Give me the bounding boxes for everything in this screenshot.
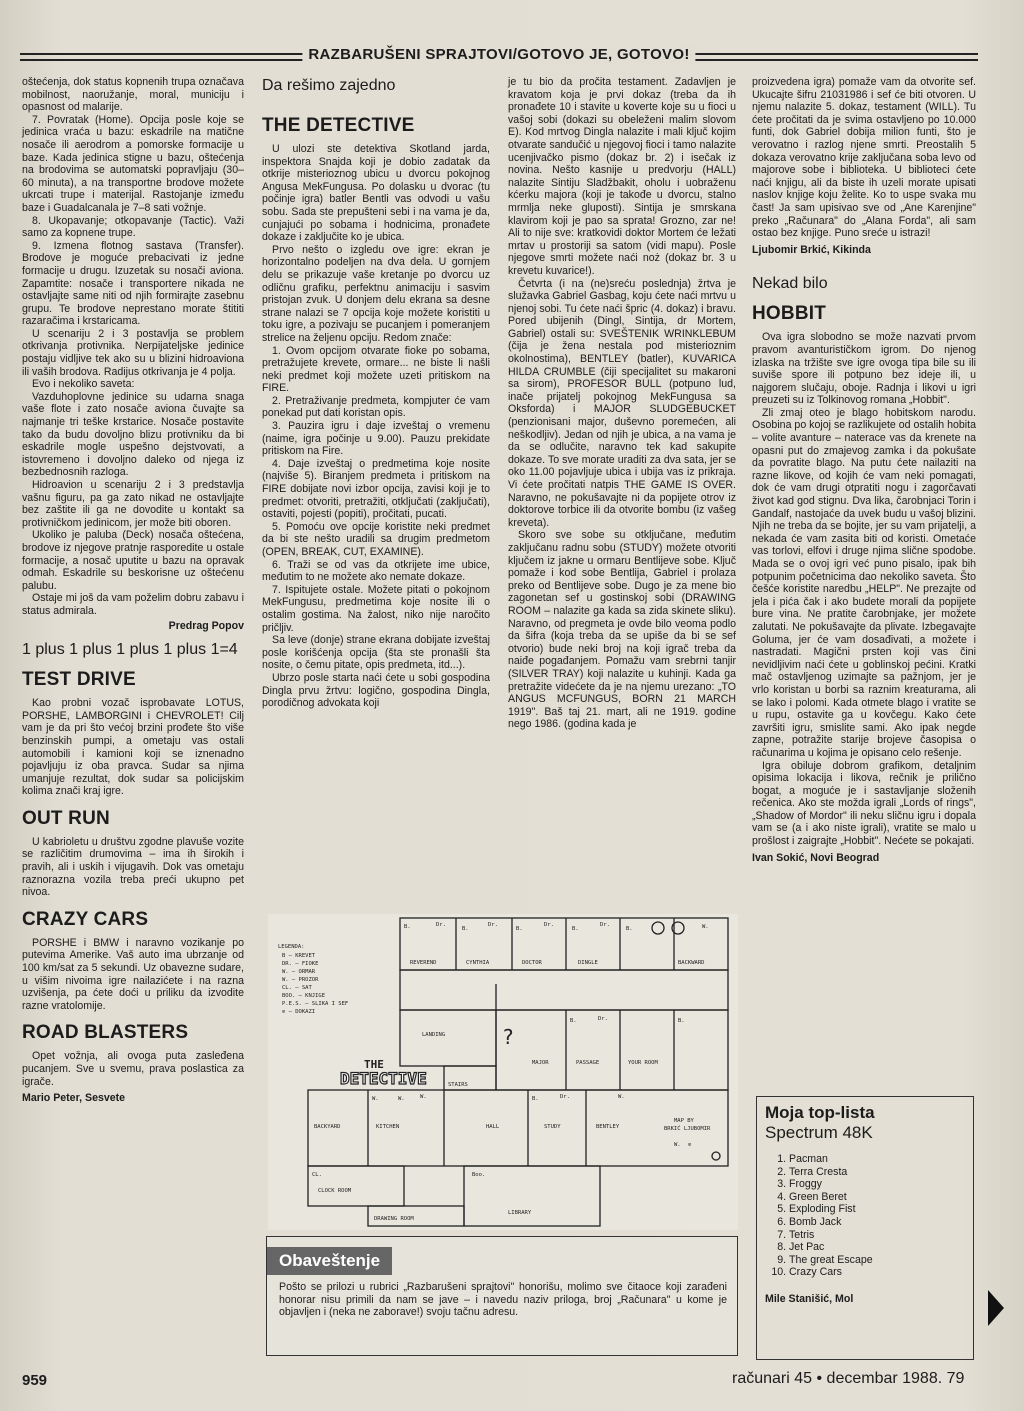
- top-list-subtitle: Spectrum 48K: [765, 1123, 873, 1142]
- paragraph: 7. Povratak (Home). Opcija posle koje se jedinica vraća u bazu: eskadrile na matične nosače ili aerodrom a pomorske formacije u baze. Kada jedinica stigne u bazu, oštećenja na brodovima se automatski popravljaju (30–60 minuta), a na transportne brodove možete ukrcati trupe i materijal. Rastojanje između baze i Guadalcanala je 7–8 sati vožnje.: [22, 113, 244, 214]
- paragraph: Vazduhoplovne jedinice su udarna snaga vaše flote i zato nosače aviona čuvajte sa najmanje tri teške krstarice. Nosače postavite tako da budu dovoljno blizu protivniku da bi eskadrile mogle uspešno dejstvovati, a istovremeno i dovoljno daleko od njega iz bezbednosnih razloga.: [22, 390, 244, 479]
- list-item: 9. The great Escape: [789, 1254, 973, 1267]
- map-legend-item: B – KREVET: [282, 953, 316, 959]
- map-room-label: HALL: [486, 1124, 500, 1130]
- map-mark: B.: [626, 926, 633, 932]
- map-clock-room: [308, 1166, 404, 1206]
- detective-map: [268, 914, 738, 1230]
- author-signature: Mario Peter, Sesvete: [22, 1092, 126, 1105]
- paragraph: Opet vožnja, ali ovoga puta zasleđena pucanjem. Sve u svemu, prava poslastica za igrače.: [22, 1050, 244, 1088]
- paragraph: U scenariju 2 i 3 postavlja se problem otkrivanja protivnika. Nerpijateljske jedinice postaju vidljive tek ako su u blizini hidroaviona ili vaših brodova. Radijus otkrivanja je 4 polja.: [22, 327, 244, 378]
- article-heading: 1 plus 1 plus 1 plus 1 plus 1=4: [22, 641, 238, 659]
- map-mark: W.: [702, 924, 709, 930]
- map-room-label: DRAWING ROOM: [374, 1216, 414, 1222]
- map-room-label: MAJOR: [532, 1060, 549, 1066]
- evidence-mark-icon: [652, 922, 664, 934]
- paragraph: Ova igra slobodno se može nazvati prvom pravom avanturističkom igrom. Do njenog izlaska na tržište sve igre ovoga tipa bile su ili suviše spore ili potpuno bez ideje ili, u najgorem slučaju, oboje. Radnja i likovi u igri preuzeti su iz Tolkinovog romana „Hobbit".: [752, 331, 976, 407]
- article-title-road-blasters: ROAD BLASTERS: [22, 1022, 189, 1044]
- notice-text: Pošto se prilozi u rubrici „Razbarušeni sprajtovi" honorišu, molimo sve čitaoce koji zarađeni honorar nisu primili da nam se jave – i navedu naziv priloga, broj „Računara" u kome je objavljen i (neka ne zaborave!) svoju tačnu adresu.: [279, 1281, 727, 1319]
- map-landing-room: [400, 1010, 496, 1066]
- paragraph: Skoro sve sobe su otključane, međutim zaključanu radnu sobu (STUDY) možete otvoriti ključem iz jakne u ormaru Bentlijeve sobe. Ključ pomaže i kod sobe Bentlija, Gabriel i prolaza preko od Bentlijeve sobe. Dugo je za mene bio zagonetan sef u gostinskoj sobi (DRAWING ROOM – nalazite ga kada sa zida skinete sliku). Naravno, od pregmeta je ovde bilo veoma podlo da šifra (koja treba da se upiše da bi se sef otvorio) bude neki broj na koji igrač treba da naiđe pogađanjem. Pomažu vam srebrni tanjir (SILVER TRAY) koji nalazite u kuhinji. Kada ga pretražite videćete da je na njemu urezano: „TO ANGUS MCFUNGUS, BORN 21 MARCH 1919". Baš taj 21. mart, ali ne 1919. godine nego 1986. (godina kada je: [508, 529, 736, 731]
- paragraph: Sa leve (donje) strane ekrana dobijate izveštaj posle korišćenja opcija (šta ste pronašli šta nosite, o čemu pitate, opis predmeta, itd...).: [262, 634, 490, 672]
- notice-box: [266, 1236, 738, 1356]
- author-signature: Predrag Popov: [168, 619, 244, 632]
- paragraph: 7. Ispitujete ostale. Možete pitati o pokojnom MekFungusu, predmetima koje nosite ili o ostalim gostima. Na žalost, niko nije naročito pričljiv.: [262, 583, 490, 634]
- article-kicker: Nekad bilo: [752, 275, 828, 293]
- map-mark: B.: [678, 1018, 685, 1024]
- list-item: 7. Tetris: [789, 1229, 973, 1242]
- map-room-label: BACKYARD: [314, 1124, 341, 1130]
- list-item: 5. Exploding Fist: [789, 1203, 973, 1216]
- map-room-label: LIBRARY: [508, 1210, 532, 1216]
- article-title-crazy-cars: CRAZY CARS: [22, 908, 149, 930]
- evidence-mark-icon: [712, 1152, 720, 1160]
- map-legend-item: P.E.S. – SLIKA I SEF: [282, 1001, 349, 1007]
- paragraph: Ostaje mi još da vam poželim dobru zabavu i status admirala.: [22, 592, 244, 617]
- map-mark: B.: [516, 926, 523, 932]
- paragraph: 3. Pauzira igru i daje izveštaj o vremenu (naime, igra počinje u 9.00). Pauzu prekidate pritiskom na Fire.: [262, 420, 490, 458]
- map-mark: Dr.: [600, 922, 610, 928]
- map-room-label: LANDING: [422, 1032, 446, 1038]
- map-question-mark: ?: [502, 1025, 515, 1049]
- map-legend-item: W. – PROZOR: [282, 977, 319, 983]
- map-legend-item: W. – ORMAR: [282, 969, 316, 975]
- map-stairs-label: STAIRS: [448, 1082, 468, 1088]
- map-mark: W.: [372, 1096, 379, 1102]
- map-mark: CL.: [312, 1172, 322, 1178]
- list-item: 6. Bomb Jack: [789, 1216, 973, 1229]
- map-mark: Dr.: [436, 922, 446, 928]
- page-footer: računari 45 • decembar 1988. 79: [732, 1370, 965, 1387]
- paragraph: 2. Pretraživanje predmeta, kompjuter će vam ponekad put dati koristan opis.: [262, 394, 490, 420]
- map-legend-item: DR. – FIOKE: [282, 961, 319, 967]
- section-header: [20, 44, 978, 66]
- list-item: 2. Terra Cresta: [789, 1166, 973, 1179]
- map-room-label: CYNTHIA: [466, 960, 490, 966]
- map-author-label: MAP BY: [674, 1118, 694, 1124]
- map-legend-item: ⊘ – DOKAZI: [282, 1009, 316, 1015]
- map-logo-small: THE: [364, 1058, 384, 1071]
- paragraph: 8. Ukopavanje; otkopavanje (Tactic). Važi samo za kopnene trupe.: [22, 214, 244, 240]
- top-list-box: [756, 1096, 974, 1360]
- paragraph: Prvo nešto o izgledu ove igre: ekran je horizontalno podeljen na dva dela. U gornjem delu se prikazuje vaše kretanje po dvorcu uz odličnu grafiku, perfektnu animaciju i sasvim pristojan zvuk. U donjem delu ekrana sa desne strane nalazi se 7 opcija koje možete koristiti u toku igre, a pozivaju se pucanjem i pomeranjem strelice na željenu opciju. Redom znače:: [262, 243, 490, 344]
- page-number-left: 959: [22, 1372, 48, 1389]
- map-legend-item: CL. – SAT: [282, 985, 312, 991]
- map-mark: Dr.: [488, 922, 498, 928]
- map-mark: Dr.: [544, 922, 554, 928]
- article-title-hobbit: HOBBIT: [752, 303, 827, 325]
- map-middle-block: [496, 1010, 728, 1090]
- paragraph: Kao probni vozač isprobavate LOTUS, PORSHE, LAMBORGINI i CHEVROLET! Cilj vam je da pri što većoj brzini prođete što više benzinskih pumpi, a ometaju vas ostali automobili i kamioni koji se iznenadno pojavljuju iz oba pravca. Sudar sa njima umanjuje rezultat, dok sudar sa policijskim kolima znači kraj igre.: [22, 697, 244, 798]
- author-signature: Mile Stanišić, Mol: [765, 1292, 854, 1305]
- map-mark: Boo.: [472, 1172, 486, 1178]
- list-item: 8. Jet Pac: [789, 1241, 973, 1254]
- column-3: [508, 76, 736, 731]
- map-author-name: BRKIĆ LJUBOMIR: [664, 1126, 711, 1132]
- map-logo: DETECTIVE: [340, 1069, 427, 1088]
- paragraph: Igra obiluje dobrom grafikom, detaljnim opisima lokacija i likova, rečnik je prilično bogat, a moguće je i sastavljanje složenih rečenica. Ako ste možda igrali „Lords of rings", „Shadow of Mordor" ili neku sličnu igru i dopala vam se (a i ako niste igrali), vratite se malo u prošlost i zaigrajte „Hobbit". Nećete se pokajati.: [752, 759, 976, 848]
- map-mark: B.: [532, 1096, 539, 1102]
- paragraph: 6. Traži se od vas da otkrijete ime ubice, međutim to ne možete ako nemate dokaze.: [262, 558, 490, 584]
- map-mark: ⊘: [688, 1142, 692, 1148]
- column-2: [262, 76, 490, 710]
- author-signature: Ljubomir Brkić, Kikinda: [752, 243, 871, 256]
- paragraph: Ukoliko je paluba (Deck) nosača oštećena, brodove iz njegove pratnje rasporedite u ostale formacije, a nosač uputite u bazu na opravak odmah. Eskadrile su beskorisne uz oštećenu palubu.: [22, 529, 244, 592]
- paragraph: Četvrta (i na (ne)sreću poslednja) žrtva je služavka Gabriel Gasbag, koju ćete naći mrtvu u njenoj sobi. Tu ćete naći špric (4. dokaz) i bravu. Pored ubijenih (Dingl, Sintija, dr Mortem, Gabriel) ostali su: SVEŠTENIK WRINKLEBUM (čija je žena nestala pod misterioznim okolnostima), BENTLEY (batler), KUVARICA HILDA CRUMBLE (čiji specijalitet su makaroni sa sirom), PROFESOR BULL (potpuno lud, inače prijatelj pokojnog MekFungusa sa Oksforda) i MAJOR SLUDGEBUCKET (penzionisani major, duševno poremećen, ali neškodljiv). Jedan od njih je ubica, a na vama je da se odlučite, naravno tek kad sakupite dokaze. To sve morate uraditi za dva sata, jer se oko 11.00 pojavljuje ubica i ubija vas iz prikraja. Vi ćete pročitati natpis THE GAME IS OVER. Naravno, ne pokušavajte ni da popijete otrov iz doktorove torbice ili da otvorite bombu (iz vašeg kreveta).: [508, 277, 736, 529]
- map-room-label: REVEREND: [410, 960, 437, 966]
- article-title-detective: THE DETECTIVE: [262, 115, 415, 136]
- article-kicker: Da rešimo zajedno: [262, 77, 396, 94]
- paragraph: Ubrzo posle starta naći ćete u sobi gospodina Dingla prvu žrtvu: logično, gospodina Dingla, porodičnog advokata koji: [262, 671, 490, 710]
- map-legend-item: BOO. – KNJIGE: [282, 993, 326, 999]
- article-title-out-run: OUT RUN: [22, 807, 110, 829]
- map-mark: B.: [462, 926, 469, 932]
- paragraph: U ulozi ste detektiva Skotland jarda, inspektora Snajda koji je dobio zadatak da otkrije misterioznog ubicu u dvorcu pokojnog Angusa MekFungusa. Po dolasku u dvorac (tu počinje igra) batler Bentli vas odvodi u vašu sobu. Sada ste prepušteni sebi i na vama je da, cunjajući po sobama i hodnicima, pronađete dokaze i zaključite ko je ubica.: [262, 143, 490, 244]
- map-room-label: STUDY: [544, 1124, 561, 1130]
- section-title: RAZBARUŠENI SPRAJTOVI/GOTOVO JE, GOTOVO!: [302, 44, 695, 66]
- map-mark: B.: [572, 926, 579, 932]
- map-mark: Dr.: [598, 1016, 608, 1022]
- list-item: 3. Froggy: [789, 1178, 973, 1191]
- map-room-label: DINGLE: [578, 960, 598, 966]
- paragraph: je tu bio da pročita testament. Zadavljen je kravatom koja je prvi dokaz (treba da ih pronađete 10 i stavite u koverte koje su u fioci u vašoj sobi (dokazi su obeleženi malim slovom E). Kod mrtvog Dingla nalazite i mali ključ kojim otvarate sandučić u njegovoj fioci i tamo nalazite ucenjivačko pismo (dokaz br. 2) i isečak iz novina. Nešto kasnije u predvorju (HALL) nalazite Sintiju Sladžbakit, oholu i uobraženu kćerku majora (koji je takođe u dvorcu, stalno mrmlja neke gluposti). Sintija je smrskana klavirom koji je pao sa sprata! Grozno, zar ne! Ali to nije sve: kratkovidi doktor Mortem će ležati mrtav u prostoriji sa satom (vidi mapu). Posle njegove smrti možete naći noż (dokaz br. 3 u krevetu kuvarice!).: [508, 76, 736, 277]
- map-corridor: [400, 970, 728, 1010]
- paragraph: proizvedena igra) pomaže vam da otvorite sef. Ukucajte šifru 21031986 i sef će biti otvoren. U njemu nalazite 5. dokaz, testament (WILL). Tu ćete pročitati da je svima ostavljeno po 10.000 funti, dok Gabriel dobija milion funti, što je verovatno i razlog njene smrti. Preostalih 5 dokaza verovatno krije zaključana soba levo od majorove sobe i biblioteka. U biblioteci ćete naći knjigu, ali da biste ih uzeli morate upisati naslov knjige koju želite. Ko to uspe svaka mu čast! Ja sam upisivao sve od „Ane Karenjine" preko „Računara" do „Alana Forda", ali sam ostao bez knjige. Puno sreće u istrazi!: [752, 76, 976, 240]
- column-1: [22, 76, 244, 1111]
- map-mark: W.: [674, 1142, 681, 1148]
- paragraph: Zli zmaj oteo je blago hobitskom narodu. Osobina po kojoj se razlikujete od ostalih hobita – volite avanture – naterace vas da krenete na opasni put do zmajevog zamka i da pokušate da povratite blago. Na putu ćete nailaziti na razne likove, od kojih će vam neki pomagati, dok će vam drugi otpratiti nogu i zagorčavati život kad god stignu. Dva lika, čarobnjaci Torin i Gandalf, nastojaće da uvek budu u vašoj blizini. Njih ne treba da se bojite, jer su vam prijatelji, a nekada će vam zasita biti od koristi. Ometaće vas torlovi, elfovi i druge njima slične spodobe. Mada se o ovoj igri već puno pisalo, ipak bih potpunim početnicima dao nekoliko saveta. Što češće koristite naredbu „HELP". Ne prezajte od jela i pića čak i ako budete morali da popijete bure vina. Ne pratite čarobnjake, jer možete zalutati. Ne pokušavajte da plivate. Izbegavajte Goluma, jer će vam dosađivati, a možete i nastradati. Magični prsten koji vas čini nevidljivim naći ćete u goblinskoj pećini. Kratki mač ostavljenog uzimajte sa pažnjom, jer je vrlo koristan u borbi sa raznim kreaturama, ali se lako i polomi. Kada otmete blago i vratite se u rupu, ostavite ga u kovčegu. Kako ćete završiti igru, smislite sami. Ako ipak negde zapne, potražite starije brojeve časopisa o računarima u kojima je opisano celo rešenje.: [752, 406, 976, 759]
- map-room-label: CLOCK ROOM: [318, 1188, 352, 1194]
- map-mark: W.: [420, 1094, 427, 1100]
- paragraph: PORSHE i BMW i naravno vozikanje po putevima Amerike. Vaš auto ima ubrzanje od 100 km/sat za 5 sekundi. Uz obavezne sudare, u višim nivoima igre nailazićete i na razna uzvišenja, pa ćete doći u priliku da izvodite razne vratolomije.: [22, 936, 244, 1012]
- top-list: [757, 1153, 973, 1279]
- map-mark: W.: [618, 1094, 625, 1100]
- paragraph: 1. Ovom opcijom otvarate fioke po sobama, pretražujete krevete, ormare... ne biste li našli neki predmet koji možete uzeti pritiskom na FIRE.: [262, 344, 490, 395]
- paragraph: 9. Izmena flotnog sastava (Transfer). Brodove je moguće prebacivati iz jedne formacije u drugu. Izuzetak su nosači aviona. Zapamtite: nosače i transportere nikada ne ostavljajte same niti od njih formirajte zasebnu grupu. Te brodove neprestano morate štititi razaračima i krstaricama.: [22, 239, 244, 328]
- map-drawing: [268, 914, 738, 1230]
- next-page-arrow-icon: [988, 1290, 1004, 1326]
- map-mark: B.: [570, 1018, 577, 1024]
- column-4: [752, 76, 976, 870]
- paragraph: 5. Pomoću ove opcije koristite neki predmet da bi ste nešto uradili sa drugim predmetom (OPEN, BREAK, CUT, EXAMINE).: [262, 520, 490, 558]
- paragraph: oštećenja, dok status kopnenih trupa označava mobilnost, naoružanje, moral, municiju i opasnost od malarije.: [22, 76, 244, 114]
- map-mark: B.: [404, 924, 411, 930]
- author-signature: Ivan Sokić, Novi Beograd: [752, 851, 880, 864]
- paragraph: Hidroavion u scenariju 2 i 3 predstavlja vašnu figuru, pa ga zato nikad ne ostavljajte bez zaštite ili ga ne dovodite u kontakt sa protivničkom jedinicom, jer može biti oboren.: [22, 479, 244, 529]
- paragraph: Evo i nekoliko saveta:: [32, 378, 135, 391]
- map-mark: Dr.: [560, 1094, 570, 1100]
- paragraph: 4. Daje izveštaj o predmetima koje nosite (najviše 5). Biranjem predmeta i pritiskom na FIRE dobijate novi izbor opcija, zavisi koji je to predmet: otvoriti, pretražiti, otključati (zaključati), ostaviti, pojesti (popiti), pročitati, pucati.: [262, 457, 490, 521]
- notice-title: Obaveštenje: [267, 1247, 392, 1275]
- map-room-label: BENTLEY: [596, 1124, 620, 1130]
- map-room-label: KITCHEN: [376, 1124, 400, 1130]
- map-room-label: PASSAGE: [576, 1060, 600, 1066]
- map-room-label: BACKWARD: [678, 960, 705, 966]
- paragraph: U kabrioletu u društvu zgodne plavuše vozite se različitim drumovima – ima ih širokih i pravih, ali i uskih i vijugavih. Dok vas ometaju raznorazna vozila treba preći ukupno pet nivoa.: [22, 835, 244, 899]
- article-title-test-drive: TEST DRIVE: [22, 669, 136, 691]
- list-item: 10. Crazy Cars: [789, 1266, 973, 1279]
- top-list-title: Moja top-lista: [765, 1103, 875, 1122]
- list-item: 4. Green Beret: [789, 1191, 973, 1204]
- map-room-label: DOCTOR: [522, 960, 542, 966]
- list-item: 1. Pacman: [789, 1153, 973, 1166]
- map-mark: W.: [398, 1096, 405, 1102]
- map-room-label: YOUR ROOM: [628, 1060, 658, 1066]
- map-legend-title: LEGENDA:: [278, 944, 305, 950]
